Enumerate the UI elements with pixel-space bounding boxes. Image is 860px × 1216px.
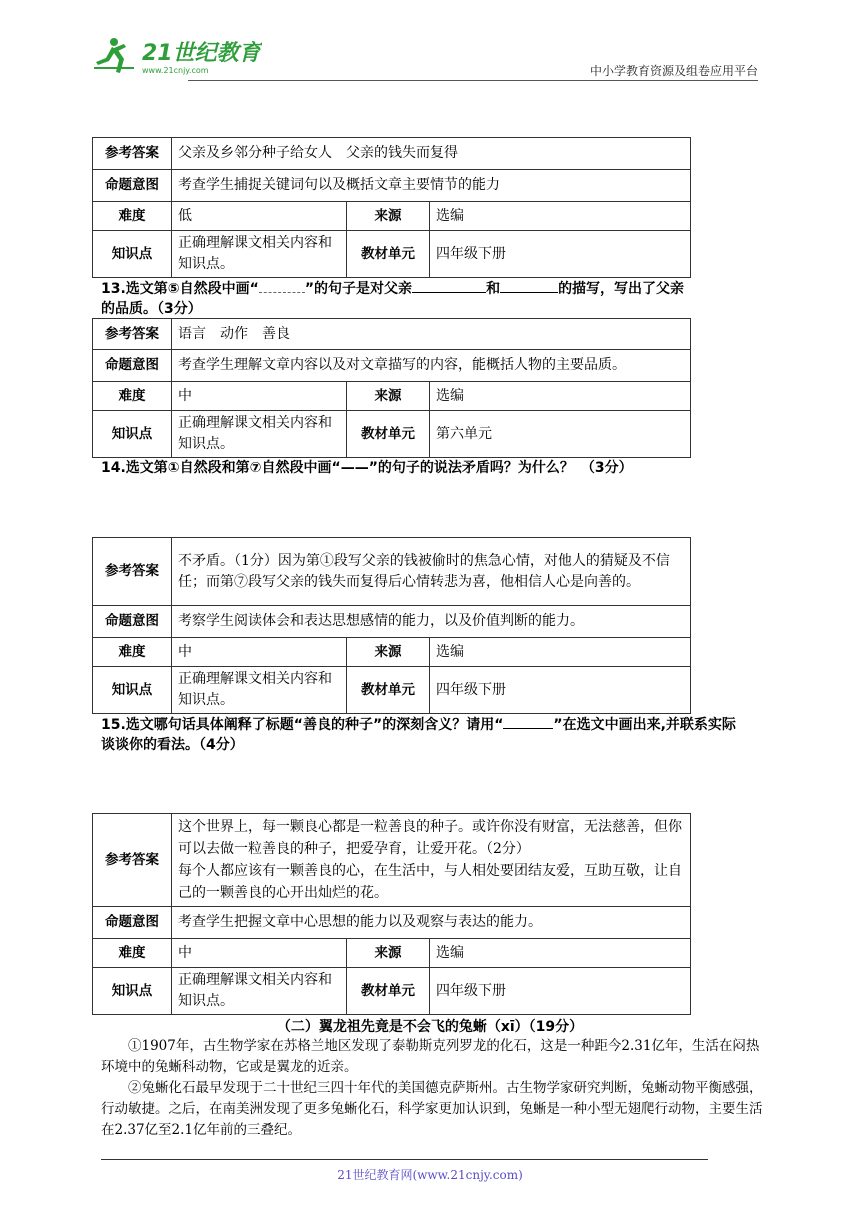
intent-text: 考查学生捕捉关键词句以及概括文章主要情节的能力 bbox=[172, 170, 691, 202]
difficulty-value: 低 bbox=[172, 202, 347, 231]
label-source: 来源 bbox=[347, 202, 430, 231]
label-intent: 命题意图 bbox=[93, 907, 172, 939]
platform-name: 中小学教育资源及组卷应用平台 bbox=[589, 64, 758, 78]
unit-value: 四年级下册 bbox=[430, 231, 691, 278]
logo-url: www.21cnjy.com bbox=[142, 66, 209, 75]
section-title: （二）翼龙祖先竟是不会飞的兔蜥（xī）（19分） bbox=[276, 1019, 584, 1035]
label-answer: 参考答案 bbox=[93, 319, 172, 350]
label-knowledge: 知识点 bbox=[93, 231, 172, 278]
label-intent: 命题意图 bbox=[93, 170, 172, 202]
label-unit: 教材单元 bbox=[347, 667, 430, 714]
paragraph-2: ②兔蜥化石最早发现于二十世纪三四十年代的美国德克萨斯州。古生物学家研究判断，兔蜥动物平衡感强，行动敏捷。之后，在南美洲发现了更多兔蜥化石，科学家更加认识到，兔蜥是一种小型无翅爬行动物，主要生活在2.37亿至2.1亿年前的三叠纪。 bbox=[101, 1080, 763, 1138]
source-value: 选编 bbox=[430, 202, 691, 231]
label-source: 来源 bbox=[347, 638, 430, 667]
label-source: 来源 bbox=[347, 382, 430, 411]
label-difficulty: 难度 bbox=[93, 939, 172, 968]
unit-value: 四年级下册 bbox=[430, 968, 691, 1015]
knowledge-value: 正确理解课文相关内容和知识点。 bbox=[172, 411, 347, 458]
label-knowledge: 知识点 bbox=[93, 667, 172, 714]
question-14: 14.选文第①自然段和第⑦自然段中画“——”的句子的说法矛盾吗？为什么？ （3分） bbox=[101, 460, 633, 476]
label-unit: 教材单元 bbox=[347, 231, 430, 278]
label-knowledge: 知识点 bbox=[93, 968, 172, 1015]
footer-text: 21世纪教育网(www.21cnjy.com) bbox=[337, 1168, 523, 1182]
answer-text: 语言 动作 善良 bbox=[172, 319, 691, 350]
label-answer: 参考答案 bbox=[93, 814, 172, 907]
source-value: 选编 bbox=[430, 939, 691, 968]
footer-divider bbox=[101, 1159, 708, 1160]
page-header bbox=[92, 36, 758, 78]
answer-table-q15 bbox=[92, 813, 691, 1015]
difficulty-value: 中 bbox=[172, 382, 347, 411]
label-difficulty: 难度 bbox=[93, 202, 172, 231]
answer-text: 父亲及乡邻分种子给女人 父亲的钱失而复得 bbox=[172, 138, 691, 170]
unit-value: 四年级下册 bbox=[430, 667, 691, 714]
knowledge-value: 正确理解课文相关内容和知识点。 bbox=[172, 231, 347, 278]
source-value: 选编 bbox=[430, 638, 691, 667]
answer-table-q14 bbox=[92, 537, 691, 714]
answer-table-q13 bbox=[92, 318, 691, 458]
label-source: 来源 bbox=[347, 939, 430, 968]
intent-text: 考察学生阅读体会和表达思想感情的能力，以及价值判断的能力。 bbox=[172, 606, 691, 638]
source-value: 选编 bbox=[430, 382, 691, 411]
intent-text: 考查学生理解文章内容以及对文章描写的内容，能概括人物的主要品质。 bbox=[172, 350, 691, 382]
answer-line-1: 这个世界上，每一颗良心都是一粒善良的种子。或许你没有财富，无法慈善，但你可以去做一粒善良的种子，把爱孕育，让爱开花。（2分） bbox=[178, 819, 682, 857]
label-difficulty: 难度 bbox=[93, 382, 172, 411]
answer-table-q12 bbox=[92, 137, 691, 278]
difficulty-value: 中 bbox=[172, 939, 347, 968]
question-15: 15.选文哪句话具体阐释了标题“善良的种子”的深刻含义？请用“ ”在选文中画出来,并联系实际谈谈你的看法。（4分） bbox=[101, 717, 736, 753]
label-unit: 教材单元 bbox=[347, 968, 430, 1015]
unit-value: 第六单元 bbox=[430, 411, 691, 458]
question-13: 13.选文第⑤自然段中画“ ”的句子是对父亲 和 的描写，写出了父亲 的品质。（3分） bbox=[101, 281, 685, 317]
answer-text bbox=[172, 814, 691, 907]
label-difficulty: 难度 bbox=[93, 638, 172, 667]
label-knowledge: 知识点 bbox=[93, 411, 172, 458]
knowledge-value: 正确理解课文相关内容和知识点。 bbox=[172, 968, 347, 1015]
label-answer: 参考答案 bbox=[93, 138, 172, 170]
paragraph-1: ①1907年，古生物学家在苏格兰地区发现了泰勒斯克列罗龙的化石，这是一种距今2.31亿年，生活在闷热环境中的兔蜥科动物，它或是翼龙的近亲。 bbox=[101, 1038, 760, 1075]
knowledge-value: 正确理解课文相关内容和知识点。 bbox=[172, 667, 347, 714]
logo-text: 21世纪教育 bbox=[142, 41, 261, 66]
label-unit: 教材单元 bbox=[347, 411, 430, 458]
answer-text: 不矛盾。（1分）因为第①段写父亲的钱被偷时的焦急心情，对他人的猜疑及不信任；而第⑦段写父亲的钱失而复得后心情转悲为喜，他相信人心是向善的。 bbox=[172, 538, 691, 606]
label-intent: 命题意图 bbox=[93, 606, 172, 638]
logo-icon bbox=[92, 36, 262, 76]
intent-text: 考查学生把握文章中心思想的能力以及观察与表达的能力。 bbox=[172, 907, 691, 939]
label-answer: 参考答案 bbox=[93, 538, 172, 606]
answer-line-2: 每个人都应该有一颗善良的心，在生活中，与人相处要团结友爱，互助互敬，让自己的一颗善良的心开出灿烂的花。 bbox=[178, 863, 682, 901]
label-intent: 命题意图 bbox=[93, 350, 172, 382]
difficulty-value: 中 bbox=[172, 638, 347, 667]
header-divider bbox=[188, 80, 758, 81]
